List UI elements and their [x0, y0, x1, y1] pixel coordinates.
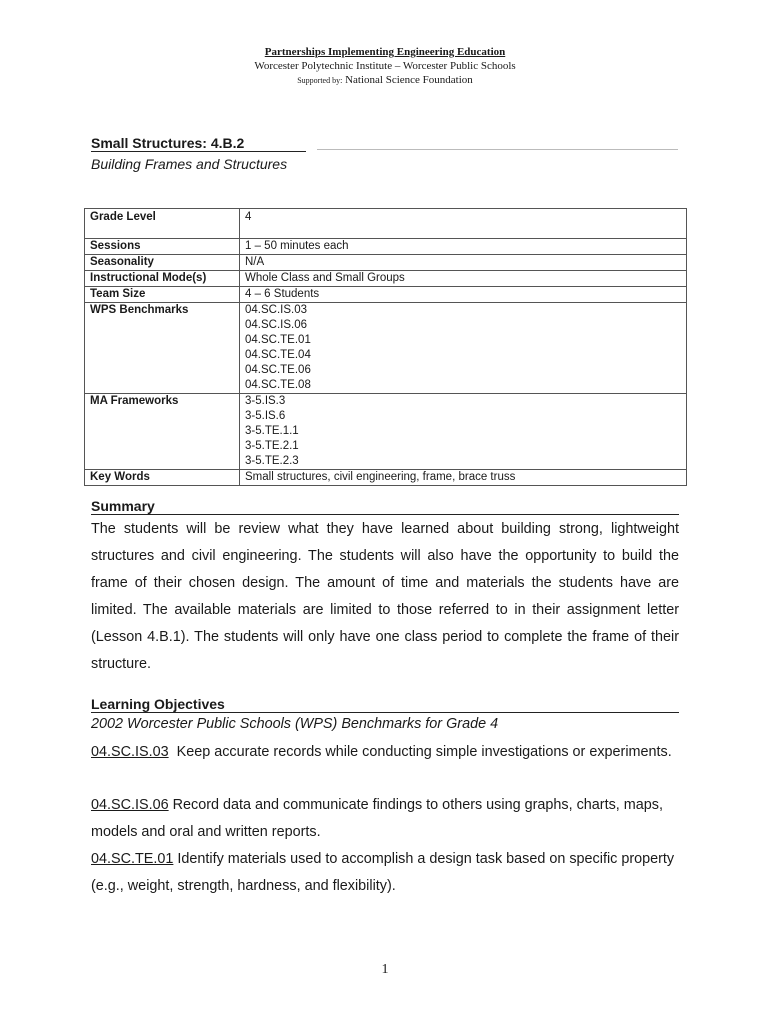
- sessions-value: 1 – 50 minutes each: [240, 239, 687, 255]
- summary-heading: Summary: [91, 498, 679, 515]
- objective-item: [91, 846, 679, 900]
- table-row: [85, 255, 687, 271]
- learning-objectives-subheading: 2002 Worcester Public Schools (WPS) Benchmarks for Grade 4: [91, 716, 499, 732]
- objective-text: Record data and communicate findings to others using graphs, charts, maps, models and oral and written reports.: [91, 797, 667, 840]
- instructional-modes-value: Whole Class and Small Groups: [240, 271, 687, 287]
- objective-text: Keep accurate records while conducting simple investigations or experiments.: [168, 744, 672, 760]
- objective-code: 04.SC.IS.03: [91, 744, 169, 760]
- ma-frameworks-values: [240, 394, 687, 470]
- table-row: [85, 239, 687, 255]
- supported-by-org: National Science Foundation: [345, 74, 473, 86]
- ma-framework: 3-5.TE.1.1: [245, 425, 299, 437]
- header-program-title: Partnerships Implementing Engineering Education: [264, 46, 506, 58]
- summary-text: The students will be review what they have learned about building strong, lightweight structures and civil engineering. The students will also have the opportunity to build the frame of their chosen design. The amount of time and materials the students have are limited. The available materials are limited to those referred to in their assignment letter (Lesson 4.B.1). The students will only have one class period to complete the frame of their structure.: [91, 521, 679, 672]
- instructional-modes-label: Instructional Mode(s): [85, 271, 240, 287]
- lesson-subtitle: Building Frames and Structures: [91, 156, 288, 172]
- seasonality-value: N/A: [240, 255, 687, 271]
- sessions-label: Sessions: [85, 239, 240, 255]
- table-row: [85, 271, 687, 287]
- lesson-title-text: Small Structures: 4.B.2: [91, 135, 306, 152]
- ma-framework: 3-5.TE.2.3: [245, 455, 299, 467]
- ma-framework: 3-5.IS.6: [245, 410, 286, 422]
- table-row: [85, 470, 687, 486]
- header-supported-by: [0, 74, 770, 86]
- objective-item: [91, 792, 679, 846]
- objective-code: 04.SC.TE.01: [91, 851, 174, 867]
- header-institutions: Worcester Polytechnic Institute – Worcester Public Schools: [254, 60, 516, 72]
- wps-benchmark: 04.SC.IS.03: [245, 304, 308, 316]
- key-words-label: Key Words: [85, 470, 240, 486]
- wps-benchmark: 04.SC.TE.01: [245, 334, 311, 346]
- ma-framework: 3-5.TE.2.1: [245, 440, 299, 452]
- wps-benchmark: 04.SC.TE.06: [245, 364, 311, 376]
- page-number: 1: [381, 962, 389, 977]
- grade-level-label: Grade Level: [85, 209, 240, 239]
- wps-benchmarks-values: [240, 303, 687, 394]
- wps-benchmark: 04.SC.TE.04: [245, 349, 311, 361]
- objective-item: [91, 739, 679, 766]
- lesson-title: [91, 135, 678, 151]
- seasonality-label: Seasonality: [85, 255, 240, 271]
- table-row: [85, 287, 687, 303]
- key-words-value: Small structures, civil engineering, frame, brace truss: [240, 470, 687, 486]
- team-size-value: 4 – 6 Students: [240, 287, 687, 303]
- table-row: [85, 209, 687, 239]
- team-size-label: Team Size: [85, 287, 240, 303]
- wps-benchmark: 04.SC.TE.08: [245, 379, 311, 391]
- lesson-info-table: [84, 208, 687, 486]
- learning-objectives-heading: Learning Objectives: [91, 696, 679, 713]
- wps-benchmark: 04.SC.IS.06: [245, 319, 308, 331]
- table-row: [85, 303, 687, 394]
- title-rule: [317, 149, 678, 150]
- wps-benchmarks-label: WPS Benchmarks: [85, 303, 240, 394]
- grade-level-value: 4: [240, 209, 687, 239]
- ma-framework: 3-5.IS.3: [245, 395, 286, 407]
- objective-text: Identify materials used to accomplish a design task based on specific property (e.g., weight, strength, hardness, and flexibility).: [91, 851, 679, 894]
- objective-code: 04.SC.IS.06: [91, 797, 169, 813]
- supported-by-label: Supported by:: [297, 76, 343, 85]
- table-row: [85, 394, 687, 470]
- ma-frameworks-label: MA Frameworks: [85, 394, 240, 470]
